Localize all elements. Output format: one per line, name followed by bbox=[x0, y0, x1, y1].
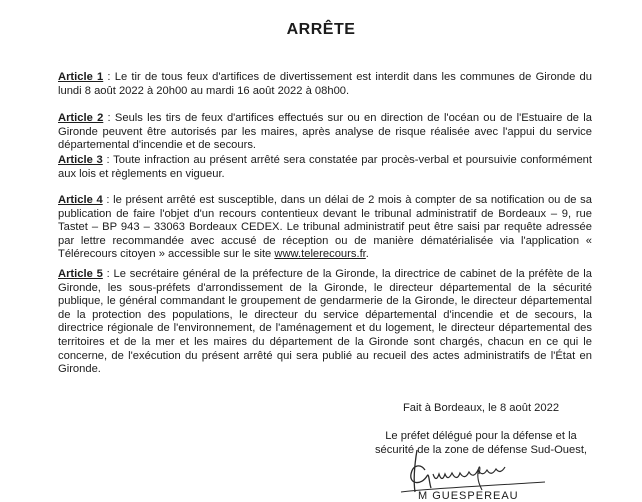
article-2-label: Article 2 bbox=[58, 112, 104, 124]
telerecours-link[interactable]: www.telerecours.fr bbox=[274, 248, 366, 261]
signatory-name: M GUESPEREAU bbox=[418, 490, 519, 502]
article-4 bbox=[58, 194, 592, 262]
signatory-role-line-2: sécurité de la zone de défense Sud-Ouest, bbox=[374, 443, 588, 456]
article-4-end: . bbox=[365, 248, 369, 261]
article-3-label: Article 3 bbox=[58, 154, 103, 166]
article-5-label: Article 5 bbox=[58, 268, 103, 280]
article-3 bbox=[58, 154, 592, 181]
article-4-text: le présent arrêté est susceptible, dans un délai de 2 mois à compter de sa notification ou de sa publication de faire l'objet d'un recours contentieux devant le tribunal administratif de Bordeaux – 9, rue Tastet – BP 943 – 33063 Bordeaux CEDEX. Le tribunal administratif peut être saisi par requête adressée par lettre recommandée avec accusé de réception ou de manière dématérialisée via l'application « Télérecours citoyen » accessible sur le site bbox=[58, 194, 592, 261]
article-2-text: Seuls les tirs de feux d'artifices effectués sur ou en direction de l'océan ou de l'Estuaire de la Gironde peuvent être autorisés par les maires, après analyse de risque réalisée avec l'appui du service départemental d'incendie et de secours. bbox=[58, 112, 592, 152]
article-1-separator: : bbox=[103, 71, 115, 83]
article-5-separator: : bbox=[102, 268, 114, 280]
article-5-text: Le secrétaire général de la préfecture de la Gironde, la directrice de cabinet de la préfète de la Gironde, les sous-préfets d'arrondissement de la Gironde, le directeur départemental de la sécurité publique, le général commandant le groupement de gendarmerie de la Gironde, le directeur départemental de la protection des populations, le directeur du service départemental d'incendie et de secours, la directrice régionale de l'environnement, de l'aménagement et du logement, le directeur départemental des territoires et de la mer et les maires du département de la Gironde sont chargés, chacun en ce qui le concerne, de l'exécution du présent arrêté qui sera publié au recueil des actes administratifs de l'État en Gironde. bbox=[58, 268, 592, 376]
place-date: Fait à Bordeaux, le 8 août 2022 bbox=[402, 402, 560, 414]
article-1-text: Le tir de tous feux d'artifices de divertissement est interdit dans les communes de Gironde du lundi 8 août 2022 à 20h00 au mardi 16 août 2022 à 08h00. bbox=[58, 71, 593, 97]
signatory-role-line-1: Le préfet délégué pour la défense et la bbox=[385, 430, 577, 442]
article-2-separator: : bbox=[103, 112, 115, 124]
article-3-text: Toute infraction au présent arrêté sera constatée par procès-verbal et poursuivie conformément aux lois et règlements en vigueur. bbox=[58, 154, 592, 180]
article-1 bbox=[58, 71, 592, 98]
article-2 bbox=[58, 112, 592, 153]
article-4-separator: : bbox=[102, 194, 114, 206]
article-3-separator: : bbox=[102, 154, 114, 166]
article-5 bbox=[58, 268, 592, 377]
document-title: ARRÊTE bbox=[286, 21, 356, 38]
article-1-label: Article 1 bbox=[58, 71, 104, 83]
article-4-label: Article 4 bbox=[58, 194, 103, 206]
